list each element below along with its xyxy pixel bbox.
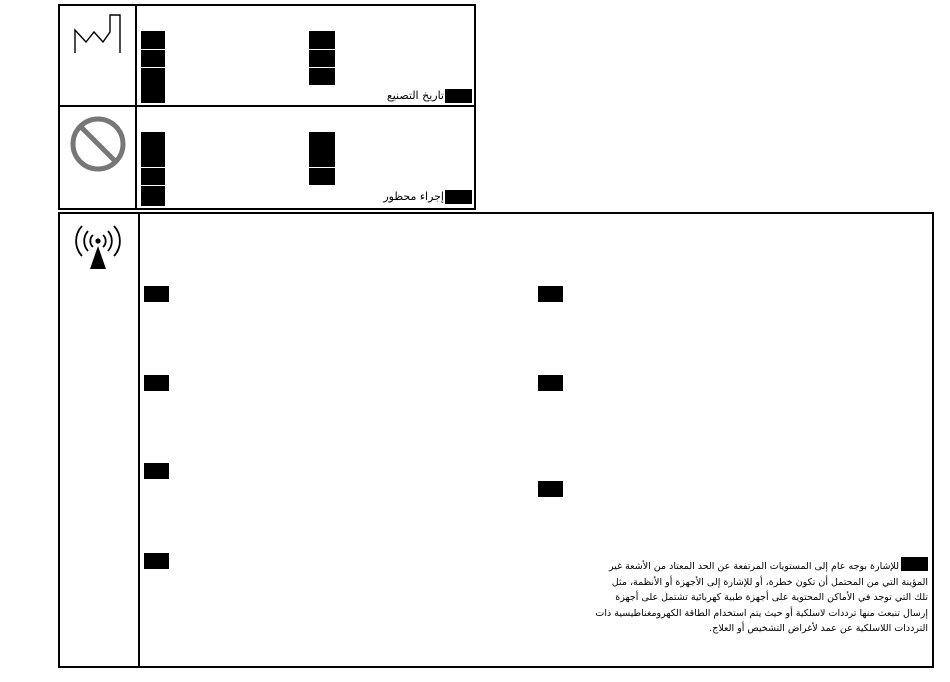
description-line: للإشارة بوجه عام إلى المستويات المرتفعة عن الحد المعتاد من الأشعة غير [608,561,899,572]
description-line: تلك التي توجد في الأماكن المحتوية على أجهزة طبية كهربائية تشتمل على أجهزة [615,592,928,604]
prohibited-procedure-label: إجراء محظور [383,190,444,203]
redacted-block [309,132,335,185]
radiation-description [538,557,928,637]
table-divider [138,212,140,668]
manufacture-date-label: تاريخ التصنيع [386,89,444,102]
redacted-block [538,375,563,391]
redacted-block [445,89,472,103]
table-divider [135,4,137,210]
description-line: إرسال تنبعث منها ترددات لاسلكية أو حيث يتم استخدام الطاقة الكهرومغناطيسية ذات [595,607,928,619]
redacted-block [901,557,928,571]
redacted-block [144,553,169,569]
redacted-block [144,286,169,302]
redacted-block [309,31,335,85]
redacted-block [144,375,169,391]
redacted-block [141,132,165,206]
prohibition-icon [68,114,128,174]
redacted-block [445,190,472,204]
redacted-block [538,286,563,302]
redacted-block [144,463,169,479]
factory-icon [72,12,124,56]
non-ionizing-radiation-icon [68,220,128,272]
description-line: المؤينة التي من المحتمل أن تكون خطرة، أو للإشارة إلى الأجهزة أو الأنظمة، مثل [611,576,928,588]
redacted-block [538,481,563,497]
description-line: الترددات اللاسلكية عن عمد لأغراض التشخيص أو العلاج. [709,623,928,635]
table-divider [58,105,476,107]
